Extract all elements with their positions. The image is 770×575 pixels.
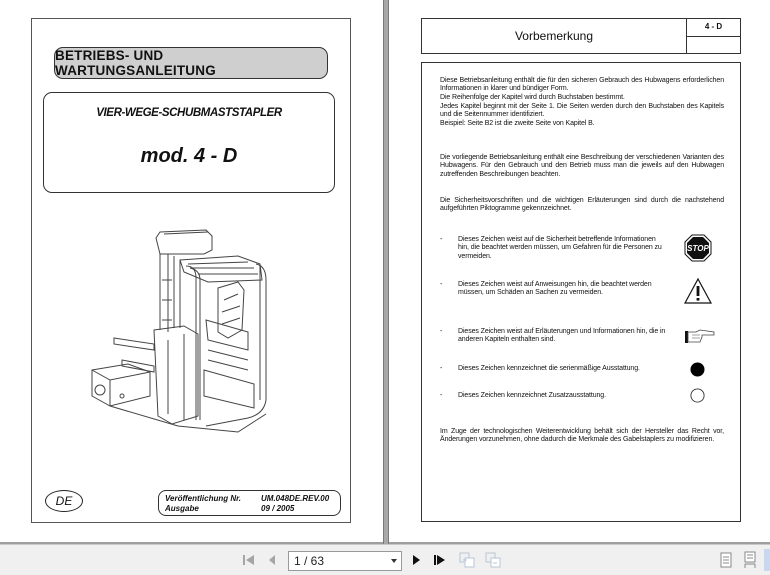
page-indicator: 1 / 63	[294, 554, 325, 568]
page-header	[421, 18, 741, 54]
two-page-view-button[interactable]	[764, 549, 770, 571]
next-page-button[interactable]	[407, 551, 425, 569]
warning-triangle-icon	[683, 277, 713, 305]
chevron-down-icon	[391, 559, 397, 563]
manual-title: BETRIEBS- UND WARTUNGSANLEITUNG	[54, 47, 328, 79]
svg-text:STOP: STOP	[687, 244, 709, 253]
first-page-button[interactable]	[240, 551, 258, 569]
publication-number-label: Veröffentlichung Nr.	[165, 494, 242, 503]
paragraph: Beispiel: Seite B2 ist die zweite Seite von Kapitel B.	[440, 120, 595, 127]
bullet-text: Dieses Zeichen kennzeichnet Zusatzausstattung.	[458, 392, 606, 399]
forklift-illustration	[88, 220, 288, 440]
previous-view-button[interactable]	[458, 551, 476, 569]
last-page-icon	[433, 554, 447, 566]
continuous-page-icon	[744, 551, 756, 569]
paragraph: Jedes Kapitel beginnt mit der Seite 1. Die Seiten werden durch den Buchstaben des Kapitels und die Seitennummer identifiziert.	[440, 103, 724, 119]
bullet-dash: -	[440, 328, 443, 335]
bullet-dash: -	[440, 392, 443, 399]
empty-circle-icon	[690, 388, 705, 403]
paragraph: Die Sicherheitsvorschriften und die wichtigen Erläuterungen sind durch die nachstehend aufgeführten Piktogramme gekennzeichnet.	[440, 197, 724, 213]
model-name: mod. 4 - D	[140, 145, 238, 167]
single-page-icon	[720, 552, 732, 568]
next-view-button[interactable]	[484, 551, 502, 569]
footer-note: Im Zuge der technologischen Weiterentwicklung behält sich der Hersteller das Recht vor, Änderungen vorzunehmen, ohne dadurch die Merkmale des Gabelstaplers zu modifizieren.	[440, 428, 724, 444]
section-code: 4 - D	[687, 19, 740, 37]
next-view-icon	[485, 552, 501, 568]
filled-circle-icon	[690, 362, 705, 377]
edition-value: 09 / 2005	[261, 504, 295, 513]
paragraph: Die Reihenfolge der Kapitel wird durch Buchstaben bestimmt.	[440, 94, 625, 101]
paragraph: Diese Betriebsanleitung enthält die für den sicheren Gebrauch des Hubwagens erforderlichen Informationen in klarer und bündiger Form.	[440, 77, 724, 93]
page-cover	[0, 0, 383, 542]
continuous-view-button[interactable]	[741, 551, 759, 569]
bullet-text: Dieses Zeichen weist auf Erläuterungen und Informationen hin, die in anderen Kapiteln enthalten sind.	[458, 328, 666, 344]
previous-page-icon	[267, 554, 277, 566]
bullet-dash: -	[440, 236, 443, 243]
paragraph: Die vorliegende Betriebsanleitung enthält eine Beschreibung der verschiedenen Varianten des Hubwagens. Für den Gebrauch und den Betrieb muss man die jeweils auf den Hubwagen zutreffenden Beschreibungen beachten.	[440, 154, 724, 178]
publication-info	[158, 490, 341, 516]
bullet-text: Dieses Zeichen kennzeichnet die serienmäßige Ausstattung.	[458, 365, 640, 372]
model-box	[43, 92, 335, 193]
next-page-icon	[411, 554, 421, 566]
bullet-dash: -	[440, 281, 443, 288]
single-page-view-button[interactable]	[717, 551, 735, 569]
first-page-icon	[242, 554, 256, 566]
bullet-dash: -	[440, 365, 443, 372]
last-page-button[interactable]	[431, 551, 449, 569]
publication-number-value: UM.048DE.REV.00	[261, 494, 330, 503]
section-title: Vorbemerkung	[422, 19, 687, 53]
pointing-hand-icon	[684, 329, 716, 345]
bullet-text: Dieses Zeichen weist auf die Sicherheit betreffende Informationen hin, die beachtet werden müssen, um Gefahren für die Personen zu vermeiden.	[458, 236, 662, 260]
previous-page-button[interactable]	[263, 551, 281, 569]
language-badge: DE	[45, 490, 83, 512]
bullet-text: Dieses Zeichen weist auf Anweisungen hin, die beachtet werden müssen, um Schäden an Sachen zu vermeiden.	[458, 281, 652, 297]
stop-sign-icon	[684, 234, 712, 262]
navigation-toolbar	[0, 544, 770, 575]
page-number-select[interactable]	[288, 551, 402, 571]
page-body	[421, 62, 741, 522]
previous-view-icon	[459, 552, 475, 568]
vehicle-type: VIER-WEGE-SCHUBMASTSTAPLER	[96, 107, 282, 119]
edition-label: Ausgabe	[165, 504, 199, 513]
